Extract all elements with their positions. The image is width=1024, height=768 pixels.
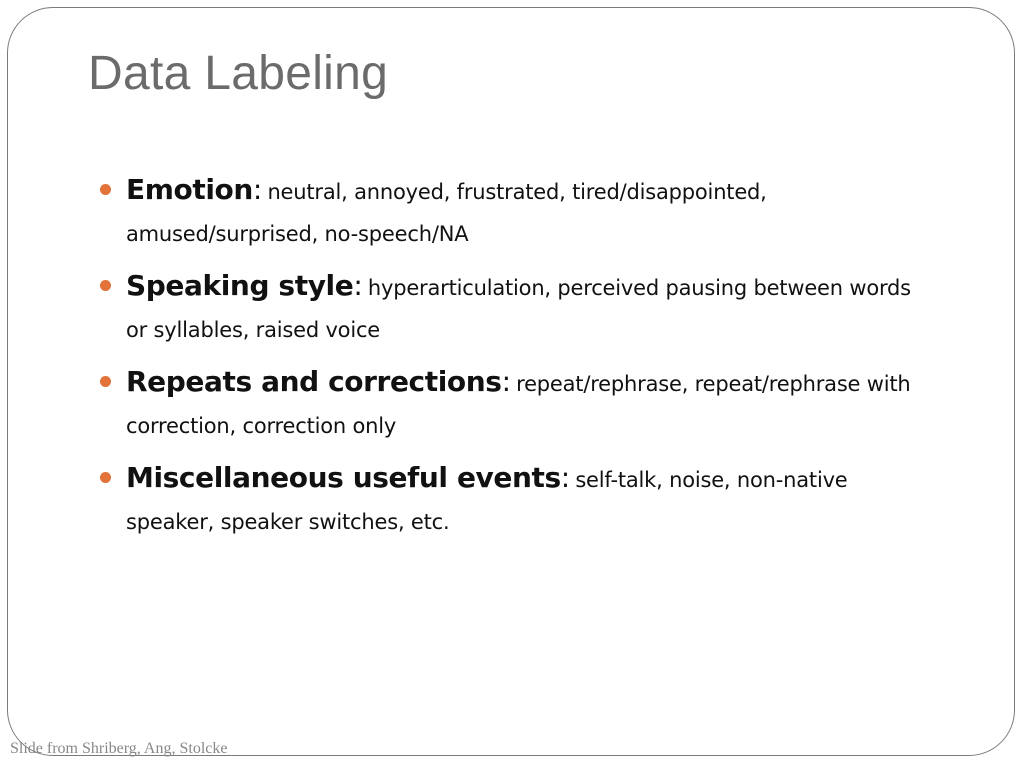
bullet-dot-icon: [100, 472, 111, 483]
bullet-heading: Speaking style: [126, 269, 354, 302]
bullet-colon: :: [252, 173, 263, 206]
bullet-dot-icon: [100, 280, 111, 291]
bullet-item-emotion: [98, 170, 918, 256]
slide-credit: Slide from Shriberg, Ang, Stolcke: [10, 740, 228, 757]
bullet-colon: :: [560, 461, 571, 494]
bullet-text: self-talk, noise, non-native speaker, speaker switches, etc.: [126, 468, 848, 534]
slide-title: Data Labeling: [88, 47, 389, 100]
bullet-heading: Miscellaneous useful events: [126, 461, 561, 494]
bullet-list: [98, 170, 918, 554]
bullet-item-misc-events: [98, 458, 918, 544]
bullet-item-speaking-style: [98, 266, 918, 352]
bullet-dot-icon: [100, 376, 111, 387]
bullet-text: neutral, annoyed, frustrated, tired/disappointed, amused/surprised, no-speech/NA: [126, 180, 767, 246]
bullet-dot-icon: [100, 184, 111, 195]
bullet-colon: :: [501, 365, 511, 398]
bullet-item-repeats-corrections: [98, 362, 918, 448]
bullet-heading: Repeats and corrections: [126, 365, 502, 398]
bullet-text: hyperarticulation, perceived pausing between words or syllables, raised voice: [126, 276, 911, 342]
bullet-heading: Emotion: [126, 173, 253, 206]
bullet-colon: :: [353, 269, 363, 302]
bullet-text: repeat/rephrase, repeat/rephrase with correction, correction only: [126, 372, 911, 438]
